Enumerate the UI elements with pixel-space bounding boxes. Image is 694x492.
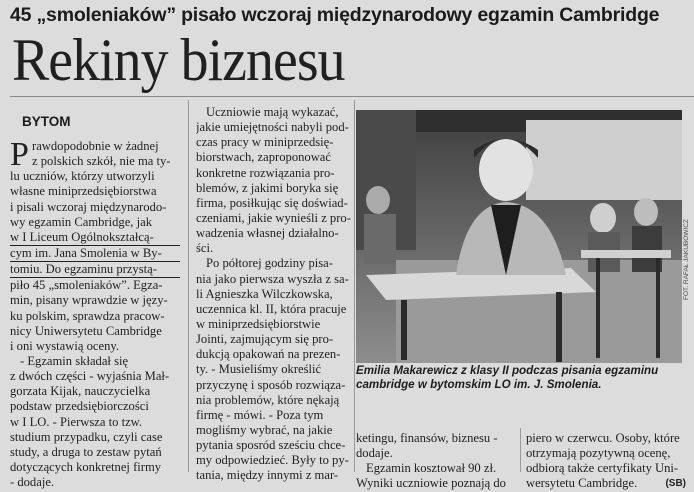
text-line: dukcją opakowań na prezen-	[196, 347, 341, 362]
text-line: ty. - Musieliśmy określić	[196, 362, 322, 377]
text-line: podstaw przedsiębiorczości	[10, 399, 149, 414]
text-line: min, pisany wprawdzie w języ-	[10, 293, 168, 308]
photo-illustration	[356, 110, 682, 363]
text-line: Wyniki uczniowie poznają do	[356, 476, 506, 491]
text-line: Uczniowie mają wykazać,	[206, 105, 339, 119]
text-line: studium przypadku, czyli case	[10, 429, 163, 444]
top-rule	[10, 96, 694, 97]
text-line: ku polskim, sprawdza pracow-	[10, 308, 165, 323]
text-line: konkretne rozwiązania pro-	[196, 165, 335, 180]
text-line: tania, między innymi z mar-	[196, 468, 339, 483]
text-line: cym im. Jana Smolenia w By-	[10, 246, 180, 262]
text-line: w miniprzedsiębiorstwie	[196, 316, 321, 331]
column-rule	[188, 100, 189, 472]
column-rule	[354, 100, 355, 472]
text-line: firmę - mówi. - Poza tym	[196, 407, 324, 422]
text-line: Jointi, zajmującym się pro-	[196, 332, 334, 347]
text-line: uczennica kl. II, która pracuje	[196, 301, 347, 316]
photo-caption	[356, 364, 682, 392]
text-line: i oni wystawią oceny.	[10, 338, 120, 353]
text-line: piło 45 „smoleniaków”. Egza-	[10, 278, 163, 293]
column-3	[356, 431, 518, 492]
text-line: firma, posiłkując się doświad-	[196, 195, 348, 210]
text-line: - Egzamin składał się	[20, 353, 129, 368]
author-signature: (SB)	[665, 478, 686, 490]
text-line: lu uczniów, którzy utworzyli	[10, 169, 155, 184]
text-line: z polskich szkół, nie ma ty-	[32, 154, 171, 169]
text-line: przyczynę i sposób rozwiąza-	[196, 377, 346, 392]
text-line: mogliśmy wybrać, na jakie	[196, 422, 333, 437]
drop-cap: P	[10, 136, 29, 173]
column-rule	[520, 428, 521, 472]
text-line: nia jako pierwsza wyszła z sa-	[196, 271, 349, 286]
text-line: ści.	[196, 241, 214, 256]
text-line: otrzymają pozytywną ocenę,	[526, 446, 671, 461]
caption-line: cambridge w bytomskim LO im. J. Smolenia.	[356, 378, 602, 391]
text-line: my odpowiedzieć. Były to py-	[196, 453, 349, 468]
text-line: nia problemów, które nękają	[196, 392, 340, 407]
text-line: gorzata Kijak, nauczycielka	[10, 384, 151, 399]
article-location: BYTOM	[22, 114, 71, 129]
text-line: własne miniprzedsiębiorstwa	[10, 184, 157, 199]
text-line: study, a druga to zestaw pytań	[10, 444, 162, 459]
text-line: dotyczących konkretnej firmy	[10, 459, 162, 474]
text-line: dodaje.	[356, 446, 393, 461]
text-line: i pisali wczoraj międzynarodo-	[10, 199, 167, 214]
text-line: - dodaje.	[10, 475, 55, 490]
text-line: jakie umiejętności nabyli pod-	[196, 120, 349, 135]
text-line: wersytetu Cambridge.	[526, 476, 638, 491]
text-line: czeniami, jakie wynieśli z pro-	[196, 210, 351, 225]
column-2	[196, 105, 352, 484]
text-line: wadzenia własnej działalno-	[196, 226, 339, 241]
text-line: biorstwach, zaproponować	[196, 150, 331, 165]
photo-credit: FOT. RAFAŁ JAKUBOWICZ	[683, 219, 690, 300]
article-headline: Rekiny biznesu	[12, 27, 345, 93]
text-line: w I LO. - Pierwsza to tzw.	[10, 414, 143, 429]
text-line: wy egzamin Cambridge, jak	[10, 214, 152, 229]
article-photo	[356, 110, 682, 363]
text-line: Egzamin kosztował 90 zł.	[366, 461, 497, 476]
text-line: nicy Uniwersytetu Cambridge	[10, 323, 162, 338]
column-4	[526, 431, 686, 492]
text-line: tomiu. Do egzaminu przystą-	[10, 262, 180, 278]
text-line: piero w czerwcu. Osoby, które	[526, 431, 680, 445]
text-line: w I Liceum Ogólnokształcą-	[10, 230, 180, 246]
text-line: li Agnieszka Wilczkowska,	[196, 286, 333, 301]
caption-line: Emilia Makarewicz z klasy II podczas pisania egzaminu	[356, 364, 659, 377]
text-line: czas pracy w miniprzedsię-	[196, 135, 334, 150]
text-line: rawdopodobnie w żadnej	[32, 139, 159, 153]
text-line: ketingu, finansów, biznesu -	[356, 431, 498, 445]
text-line: odbiorą także certyfikaty Uni-	[526, 461, 679, 476]
column-1	[10, 136, 180, 490]
text-line: z dwóch części - wyjaśnia Mał-	[10, 369, 170, 384]
text-line: blemów, z jakimi boryka się	[196, 180, 339, 195]
text-line: pytania sposród sześciu chce-	[196, 438, 346, 453]
article-kicker: 45 „smoleniaków” pisało wczoraj międzynarodowy egzamin Cambridge	[10, 4, 660, 26]
text-line: Po półtorej godziny pisa-	[206, 256, 333, 271]
